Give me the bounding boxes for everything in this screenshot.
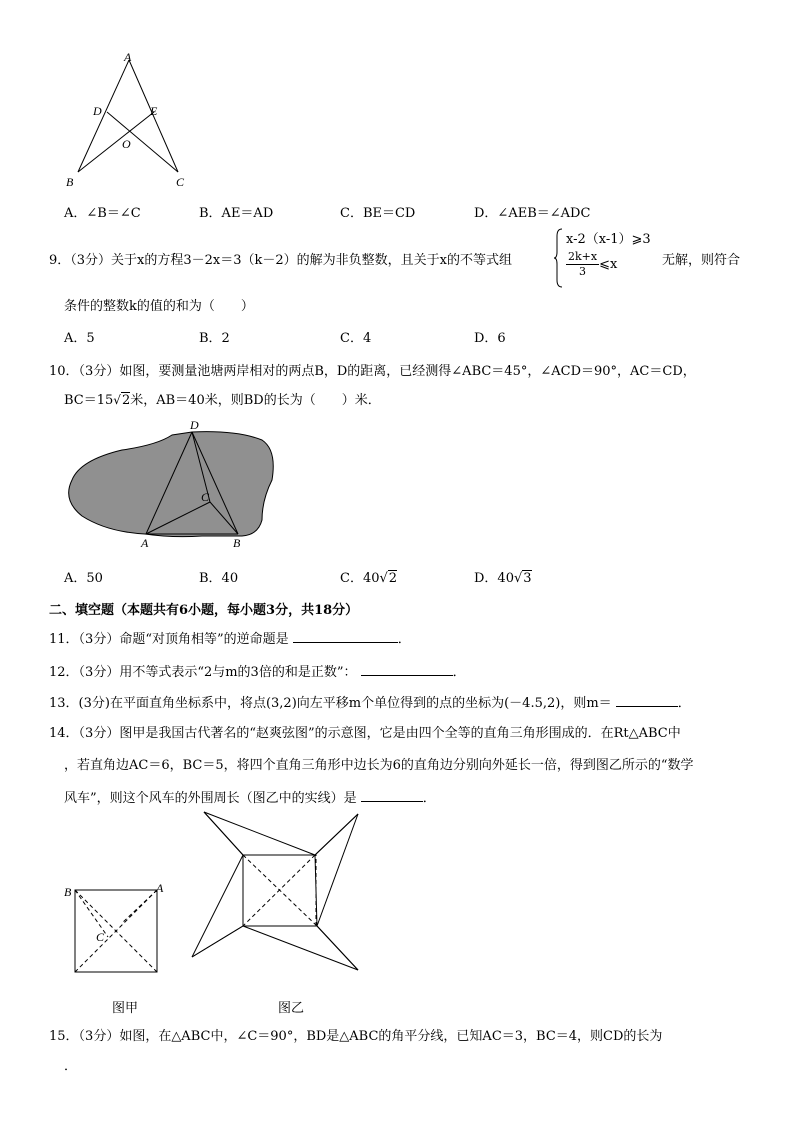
q13 — [49, 692, 691, 711]
q14-line3-end: ． — [422, 791, 436, 806]
zhao-shuang-figure — [70, 885, 165, 980]
q13-text: 13．(3分)在平面直角坐标系中，将点(3,2)向左平移m个单位得到的点的坐标为(－4.5,2)，则m＝ — [49, 696, 612, 711]
q11-text: 11．（3分）命题“对顶角相等”的逆命题是 — [49, 632, 289, 647]
figure-caption-1: 图甲 — [112, 1001, 139, 1016]
q10-option-c-text: C．40 — [340, 571, 380, 586]
q9-option-b: B．2 — [199, 331, 230, 346]
q15-line2: ． — [64, 1059, 78, 1074]
q8-option-d: D．∠AEB＝∠ADC — [474, 206, 591, 221]
q9-inequality-1: x-2（x-1）⩾3 — [566, 232, 651, 247]
q15-line1: 15．（3分）如图，在△ABC中，∠C＝90°，BD是△ABC的角平分线，已知AC＝3，BC＝4，则CD的长为 — [49, 1029, 663, 1044]
q10-label-b: B — [233, 536, 241, 550]
q10-option-c: C．40√2 — [340, 571, 398, 586]
label-e: E — [150, 104, 158, 118]
q9-stem-line2: 条件的整数k的值的和为（ ） — [64, 299, 254, 314]
q10-label-c: C — [201, 490, 210, 504]
q8-option-c: C．BE＝CD — [340, 206, 416, 221]
label-d: D — [93, 104, 102, 118]
q10-option-a: A．50 — [64, 571, 103, 586]
q10-rest: 米，AB＝40米，则BD的长为（ ）米． — [130, 393, 381, 408]
section-title: 二、填空题（本题共有6小题，每小题3分，共18分） — [49, 603, 359, 618]
q10-option-d-text: D．40 — [474, 571, 514, 586]
q14-label-c: C — [96, 930, 105, 944]
q11-blank — [293, 630, 398, 643]
pinwheel-figure — [190, 810, 370, 980]
q9-frac-num: 2k+x — [568, 250, 598, 263]
brace-icon — [553, 228, 563, 288]
q14-line1: 14．（3分）图甲是我国古代著名的“赵爽弦图”的示意图，它是由四个全等的直角三角形围成的．在Rt△ABC中 — [49, 726, 681, 741]
label-b: B — [66, 175, 74, 189]
q10-option-d-root: 3 — [523, 571, 532, 586]
q12-text: 12．（3分）用不等式表示“2与m的3倍的和是正数”： — [49, 665, 357, 680]
q9-option-d: D．6 — [474, 331, 506, 346]
label-o: O — [122, 137, 131, 151]
figure-caption-2: 图乙 — [278, 1001, 305, 1016]
q14-line3 — [64, 787, 436, 806]
q14-line2: ，若直角边AC＝6，BC＝5，将四个直角三角形中边长为6的直角边分别向外延长一倍，得到图乙所示的“数学 — [64, 758, 694, 773]
q10-stem-line2: BC＝15√2米，AB＝40米，则BD的长为（ ）米． — [64, 393, 381, 408]
q10-stem-line1: 10．（3分）如图，要测量池塘两岸相对的两点B，D的距离，已经测得∠ABC＝45°，∠ACD＝90°，AC＝CD， — [49, 364, 696, 379]
q9-stem: 9．（3分）关于x的方程3－2x＝3（k－2）的解为非负整数，且关于x的不等式组 — [49, 253, 512, 268]
q10-label-d: D — [190, 418, 199, 432]
label-a: A — [124, 50, 132, 64]
q10-bc: BC＝15 — [64, 393, 114, 408]
q9-frac-den: 3 — [579, 265, 587, 278]
q12-end: ． — [452, 665, 466, 680]
q13-end: ． — [677, 696, 691, 711]
label-c: C — [176, 175, 185, 189]
q12 — [49, 661, 466, 680]
q14-blank — [361, 789, 423, 802]
q10-option-c-root: 2 — [388, 571, 398, 586]
q10-option-d: D．40√3 — [474, 571, 532, 586]
q8-option-b: B．AE＝AD — [199, 206, 274, 221]
q14-label-a: A — [156, 881, 164, 895]
q10-label-a: A — [141, 536, 149, 550]
q11-end: ． — [397, 632, 411, 647]
q9-option-a: A．5 — [64, 331, 95, 346]
q9-stem-end: 无解，则符合 — [662, 253, 741, 268]
q13-blank — [616, 694, 678, 707]
q11 — [49, 628, 411, 647]
q9-frac-rel: ⩽x — [599, 257, 618, 272]
q10-option-b: B．40 — [199, 571, 239, 586]
triangle-figure — [60, 48, 200, 193]
q14-label-b: B — [64, 885, 72, 899]
q10-sqrt: 2 — [121, 393, 131, 408]
q12-blank — [361, 663, 453, 676]
pond-figure — [62, 420, 282, 550]
q14-line3-text: 风车”，则这个风车的外围周长（图乙中的实线）是 — [64, 791, 357, 806]
q8-option-a: A．∠B＝∠C — [64, 206, 141, 221]
q9-inequality-2 — [566, 250, 617, 279]
q9-option-c: C．4 — [340, 331, 372, 346]
